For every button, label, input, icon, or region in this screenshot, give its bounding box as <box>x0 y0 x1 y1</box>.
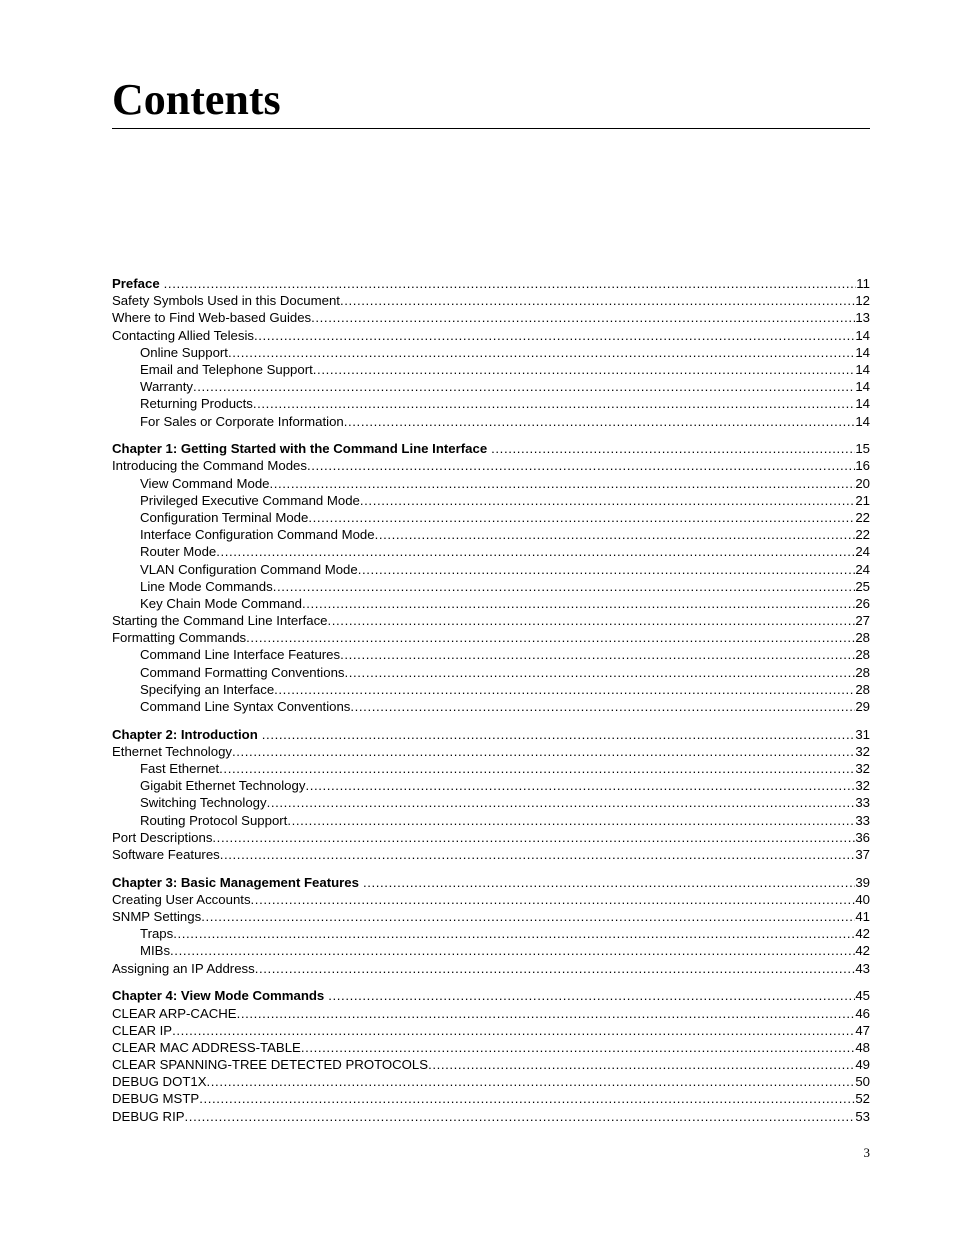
toc-entry-text: Fast Ethernet <box>140 761 220 777</box>
toc-subentry[interactable] <box>112 812 870 829</box>
toc-entry-page: 36 <box>855 829 870 845</box>
dot-leader <box>360 492 855 509</box>
toc-entry-page: 28 <box>855 664 870 680</box>
toc-entry-text: Contacting Allied Telesis <box>112 327 254 343</box>
dot-leader <box>274 681 855 698</box>
dot-leader <box>216 543 855 560</box>
dot-leader <box>340 292 855 309</box>
toc-entry-text: Formatting Commands <box>112 630 247 646</box>
toc-entry-text: For Sales or Corporate Information <box>140 413 344 429</box>
toc-subentry[interactable] <box>112 794 870 811</box>
toc-entry-text: CLEAR SPANNING-TREE DETECTED PROTOCOLS <box>112 1057 429 1073</box>
dot-leader <box>273 578 856 595</box>
toc-entry[interactable] <box>112 327 870 344</box>
dot-leader <box>262 726 856 743</box>
toc-subentry[interactable] <box>112 681 870 698</box>
toc-entry-page: 11 <box>856 276 870 291</box>
toc-section-chapter-1 <box>112 440 870 715</box>
dot-leader <box>287 812 855 829</box>
toc-entry-text: Specifying an Interface <box>140 681 275 697</box>
dot-leader <box>301 1039 856 1056</box>
toc-entry-text: Line Mode Commands <box>140 578 273 594</box>
toc-entry-text: CLEAR IP <box>112 1022 173 1038</box>
toc-entry[interactable] <box>112 1090 870 1107</box>
toc-entry-text: SNMP Settings <box>112 909 202 925</box>
toc-section-preface <box>112 275 870 430</box>
toc-subentry[interactable] <box>112 664 870 681</box>
dot-leader <box>237 1005 856 1022</box>
toc-entry[interactable] <box>112 846 870 863</box>
toc-entry-text: Command Line Syntax Conventions <box>140 699 351 714</box>
toc-entry-text: Chapter 4: View Mode Commands <box>112 988 325 1004</box>
toc-entry-text: Interface Configuration Command Mode <box>140 527 375 543</box>
dot-leader <box>212 829 855 846</box>
toc-entry-page: 22 <box>855 527 870 543</box>
toc-entry-page: 37 <box>855 847 870 862</box>
toc-subentry[interactable] <box>112 646 870 663</box>
toc-entry-page: 28 <box>855 681 870 697</box>
toc-entry-text: Preface <box>112 276 160 291</box>
toc-entry-chapter-4[interactable] <box>112 987 870 1004</box>
dot-leader <box>344 413 856 430</box>
toc-entry-text: Chapter 3: Basic Management Features <box>112 874 359 890</box>
page-title: Contents <box>112 75 281 124</box>
toc-entry-page: 32 <box>855 743 870 759</box>
dot-leader <box>219 760 855 777</box>
dot-leader <box>350 698 855 715</box>
toc-entry-page: 12 <box>855 293 870 309</box>
toc-entry-page: 43 <box>855 960 870 976</box>
toc-entry-preface[interactable] <box>112 275 870 292</box>
toc-entry-chapter-3[interactable] <box>112 874 870 891</box>
toc-entry[interactable] <box>112 1108 870 1125</box>
toc-subentry[interactable] <box>112 413 870 430</box>
dot-leader <box>254 327 855 344</box>
toc-subentry[interactable] <box>112 543 870 560</box>
toc-entry-page: 14 <box>855 361 870 377</box>
toc-entry-page: 22 <box>855 509 870 525</box>
toc-entry[interactable] <box>112 960 870 977</box>
toc-section-chapter-2 <box>112 726 870 864</box>
toc-entry[interactable] <box>112 743 870 760</box>
toc-entry-chapter-2[interactable] <box>112 726 870 743</box>
toc-entry-text: Software Features <box>112 847 220 862</box>
toc-entry-text: DEBUG RIP <box>112 1108 185 1124</box>
dot-leader <box>185 1108 856 1125</box>
dot-leader <box>328 612 856 629</box>
toc-entry-text: Email and Telephone Support <box>140 361 313 377</box>
toc-entry-text: Privileged Executive Command Mode <box>140 492 360 508</box>
toc-subentry[interactable] <box>112 509 870 526</box>
toc-entry-text: DEBUG MSTP <box>112 1091 200 1107</box>
toc-entry-text: Routing Protocol Support <box>140 812 288 828</box>
toc-subentry[interactable] <box>112 578 870 595</box>
dot-leader <box>228 344 855 361</box>
toc-entry-text: Assigning an IP Address <box>112 960 255 976</box>
toc-entry-text: Key Chain Mode Command <box>140 595 302 611</box>
toc-entry-page: 27 <box>855 613 870 629</box>
dot-leader <box>199 1090 855 1107</box>
toc-entry[interactable] <box>112 1039 870 1056</box>
toc-entry-text: Ethernet Technology <box>112 743 232 759</box>
dot-leader <box>305 777 855 794</box>
page-number: 3 <box>863 1145 870 1160</box>
toc-subentry[interactable] <box>112 925 870 942</box>
toc-subentry[interactable] <box>112 777 870 794</box>
toc-entry-text: Switching Technology <box>140 795 267 811</box>
toc-entry-text: View Command Mode <box>140 475 270 491</box>
toc-entry-page: 32 <box>855 778 870 794</box>
toc-entry-page: 39 <box>855 874 870 890</box>
toc-entry-page: 21 <box>855 492 870 508</box>
toc-subentry[interactable] <box>112 395 870 412</box>
toc-entry[interactable] <box>112 891 870 908</box>
toc-entry-page: 45 <box>855 988 870 1004</box>
dot-leader <box>375 526 856 543</box>
toc-subentry[interactable] <box>112 595 870 612</box>
title-rule <box>112 128 870 129</box>
toc-entry-page: 16 <box>855 458 870 474</box>
toc-subentry[interactable] <box>112 492 870 509</box>
dot-leader <box>173 925 855 942</box>
toc-entry-page: 24 <box>855 561 870 577</box>
toc-subentry[interactable] <box>112 942 870 959</box>
dot-leader <box>491 440 855 457</box>
toc-entry-text: Router Mode <box>140 544 217 560</box>
dot-leader <box>246 629 855 646</box>
toc-entry-text: Online Support <box>140 344 228 360</box>
toc-entry-page: 52 <box>855 1091 870 1107</box>
dot-leader <box>207 1073 856 1090</box>
toc-entry-page: 14 <box>855 344 870 360</box>
dot-leader <box>232 743 855 760</box>
toc-entry-page: 42 <box>855 926 870 942</box>
toc-entry-page: 46 <box>855 1005 870 1021</box>
dot-leader <box>313 361 856 378</box>
toc-entry-text: Warranty <box>140 379 194 395</box>
toc-entry-page: 28 <box>855 630 870 646</box>
toc-entry-page: 31 <box>855 726 870 742</box>
dot-leader <box>363 874 855 891</box>
dot-leader <box>267 794 856 811</box>
toc-entry[interactable] <box>112 292 870 309</box>
toc-entry-text: Port Descriptions <box>112 829 213 845</box>
toc-entry-page: 15 <box>855 441 870 457</box>
toc-entry-page: 29 <box>855 699 870 714</box>
toc-entry[interactable] <box>112 612 870 629</box>
toc-entry-text: Gigabit Ethernet Technology <box>140 778 306 794</box>
toc-entry-page: 47 <box>855 1022 870 1038</box>
dot-leader <box>172 1022 855 1039</box>
toc-entry-text: Creating User Accounts <box>112 891 251 907</box>
toc-entry-page: 49 <box>855 1057 870 1073</box>
toc-entry-chapter-1[interactable] <box>112 440 870 457</box>
toc-entry-text: VLAN Configuration Command Mode <box>140 561 358 577</box>
toc-entry-text: Configuration Terminal Mode <box>140 509 309 525</box>
toc-entry-text: Introducing the Command Modes <box>112 458 307 474</box>
dot-leader <box>255 960 856 977</box>
toc-entry-page: 14 <box>855 379 870 395</box>
toc-entry-page: 33 <box>855 795 870 811</box>
dot-leader <box>253 395 855 412</box>
toc-subentry[interactable] <box>112 561 870 578</box>
toc-entry-page: 13 <box>855 310 870 326</box>
toc-entry-text: Command Line Interface Features <box>140 647 341 663</box>
dot-leader <box>193 378 855 395</box>
toc-section-chapter-4 <box>112 987 870 1125</box>
toc-entry-page: 14 <box>855 396 870 412</box>
toc-entry[interactable] <box>112 629 870 646</box>
toc-entry[interactable] <box>112 1022 870 1039</box>
toc-entry[interactable] <box>112 1005 870 1022</box>
toc-entry-text: Chapter 2: Introduction <box>112 726 258 742</box>
dot-leader <box>428 1056 855 1073</box>
toc-entry-page: 32 <box>855 761 870 777</box>
dot-leader <box>251 891 856 908</box>
toc-subentry[interactable] <box>112 760 870 777</box>
toc-entry[interactable] <box>112 309 870 326</box>
dot-leader <box>302 595 855 612</box>
toc-subentry[interactable] <box>112 526 870 543</box>
table-of-contents <box>112 275 870 1125</box>
toc-entry-page: 50 <box>855 1074 870 1090</box>
toc-entry-page: 53 <box>855 1108 870 1124</box>
toc-entry-page: 48 <box>855 1039 870 1055</box>
toc-subentry[interactable] <box>112 378 870 395</box>
toc-entry-page: 33 <box>855 812 870 828</box>
toc-entry-page: 41 <box>855 909 870 925</box>
toc-subentry[interactable] <box>112 698 870 715</box>
dot-leader <box>328 987 855 1004</box>
toc-section-chapter-3 <box>112 874 870 977</box>
dot-leader <box>164 275 857 292</box>
toc-entry-page: 14 <box>855 327 870 343</box>
toc-subentry[interactable] <box>112 475 870 492</box>
toc-entry-page: 40 <box>855 891 870 907</box>
toc-entry-text: Traps <box>140 926 174 942</box>
toc-entry[interactable] <box>112 1073 870 1090</box>
toc-entry-page: 42 <box>855 943 870 959</box>
dot-leader <box>170 942 855 959</box>
toc-entry-page: 14 <box>855 413 870 429</box>
toc-entry-page: 28 <box>855 647 870 663</box>
toc-entry-page: 20 <box>855 475 870 491</box>
toc-entry[interactable] <box>112 1056 870 1073</box>
dot-leader <box>201 908 855 925</box>
toc-entry-text: Chapter 1: Getting Started with the Command Line Interface <box>112 441 488 457</box>
toc-entry[interactable] <box>112 457 870 474</box>
toc-entry-page: 24 <box>855 544 870 560</box>
toc-entry-text: CLEAR ARP-CACHE <box>112 1005 237 1021</box>
toc-entry-text: DEBUG DOT1X <box>112 1074 207 1090</box>
toc-entry-text: Starting the Command Line Interface <box>112 613 328 629</box>
dot-leader <box>345 664 856 681</box>
dot-leader <box>358 561 856 578</box>
toc-entry-page: 26 <box>855 595 870 611</box>
toc-subentry[interactable] <box>112 361 870 378</box>
toc-entry-text: Safety Symbols Used in this Document <box>112 293 340 309</box>
toc-entry-text: Where to Find Web-based Guides <box>112 310 312 326</box>
dot-leader <box>270 475 856 492</box>
toc-entry[interactable] <box>112 829 870 846</box>
toc-entry[interactable] <box>112 908 870 925</box>
dot-leader <box>308 509 855 526</box>
dot-leader <box>307 457 855 474</box>
dot-leader <box>311 309 855 326</box>
dot-leader <box>340 646 855 663</box>
toc-entry-text: Returning Products <box>140 396 253 412</box>
toc-subentry[interactable] <box>112 344 870 361</box>
dot-leader <box>220 846 856 863</box>
toc-entry-text: Command Formatting Conventions <box>140 664 345 680</box>
toc-entry-page: 25 <box>855 578 870 594</box>
toc-entry-text: CLEAR MAC ADDRESS-TABLE <box>112 1039 301 1055</box>
toc-entry-text: MIBs <box>140 943 171 959</box>
